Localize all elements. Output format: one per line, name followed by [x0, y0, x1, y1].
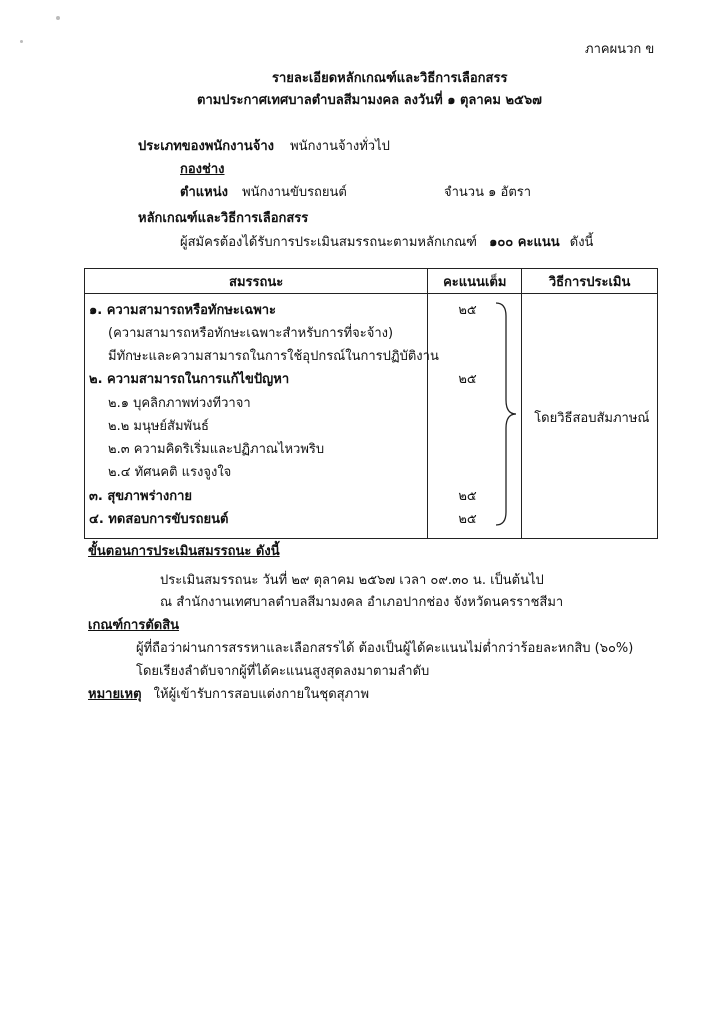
cutoff-line1: ผู้ที่ถือว่าผ่านการสรรหาและเลือกสรรได้ ต้องเป็นผู้ได้คะแนนไม่ต่ำกว่าร้อยละหกสิบ (๖๐%) [136, 641, 634, 656]
annex-label: ภาคผนวก ข [585, 42, 655, 57]
header-full-score: คะแนนเต็ม [428, 269, 522, 294]
table-row: ๔. ทดสอบการขับรถยนต์ [89, 512, 229, 527]
procedure-line2: ณ สำนักงานเทศบาลตำบลสีมามงคล อำเภอปากช่อง จังหวัดนครราชสีมา [160, 595, 564, 610]
position-label: ตำแหน่ง [180, 185, 228, 200]
table-body-row [85, 294, 658, 539]
employee-type [138, 135, 390, 156]
assessment-method: โดยวิธีสอบสัมภาษณ์ [534, 411, 650, 426]
criteria-description: ผู้สมัครต้องได้รับการประเมินสมรรถนะตามหลักเกณฑ์ [180, 235, 477, 250]
document-title-line1: รายละเอียดหลักเกณฑ์และวิธีการเลือกสรร [272, 71, 508, 86]
position-info [180, 181, 347, 202]
score-value: ๒๕ [458, 489, 477, 504]
note-text: ให้ผู้เข้ารับการสอบแต่งกายในชุดสุภาพ [153, 687, 370, 702]
document-title-line2: ตามประกาศเทศบาลตำบลสีมามงคล ลงวันที่ ๑ ตุลาคม ๒๕๖๗ [197, 93, 542, 108]
header-method: วิธีการประเมิน [522, 269, 658, 294]
position-count: จำนวน ๑ อัตรา [444, 185, 532, 200]
table-row: มีทักษะและความสามารถในการใช้อุปกรณ์ในการปฏิบัติงาน [108, 349, 439, 364]
cutoff-line2: โดยเรียงลำดับจากผู้ที่ได้คะแนนสูงสุดลงมาตามลำดับ [136, 664, 430, 679]
table-row: ๑. ความสามารถหรือทักษะเฉพาะ [89, 303, 277, 318]
score-value: ๒๕ [458, 512, 477, 527]
table-row: ๒.๑ บุคลิกภาพท่วงทีวาจา [108, 396, 251, 411]
table-row: ๒. ความสามารถในการแก้ไขปัญหา [89, 372, 290, 387]
method-cell [522, 294, 658, 539]
curly-brace [492, 300, 520, 528]
table-row: ๓. สุขภาพร่างกาย [89, 489, 193, 504]
scan-speck [20, 40, 23, 43]
procedure-line1: ประเมินสมรรถนะ วันที่ ๒๙ ตุลาคม ๒๕๖๗ เวลา ๐๙.๓๐ น. เป็นต้นไป [160, 573, 544, 588]
table-row: ๒.๓ ความคิดริเริ่มและปฏิภาณไหวพริบ [108, 442, 325, 457]
scan-speck [56, 16, 60, 20]
employee-type-value: พนักงานจ้างทั่วไป [290, 139, 390, 154]
criteria-suffix: ดังนี้ [569, 235, 594, 250]
note [88, 683, 369, 704]
position-value: พนักงานขับรถยนต์ [242, 185, 347, 200]
criteria-total-score: ๑๐๐ คะแนน [489, 235, 560, 250]
header-competency: สมรรถนะ [85, 269, 428, 294]
table-row: ๒.๒ มนุษย์สัมพันธ์ [108, 419, 209, 434]
table-header-row [85, 269, 658, 294]
competency-table [84, 268, 658, 539]
procedure-heading: ขั้นตอนการประเมินสมรรถนะ ดังนี้ [88, 544, 280, 559]
criteria-heading: หลักเกณฑ์และวิธีการเลือกสรร [138, 211, 309, 226]
score-value: ๒๕ [458, 372, 477, 387]
cutoff-heading: เกณฑ์การตัดสิน [88, 618, 180, 633]
table-row: ๒.๔ ทัศนคติ แรงจูงใจ [108, 465, 232, 480]
criteria-text [180, 231, 593, 252]
score-cell [428, 294, 522, 539]
table-row: (ความสามารถหรือทักษะเฉพาะสำหรับการที่จะจ้าง) [108, 326, 394, 341]
score-value: ๒๕ [458, 303, 477, 318]
employee-type-label: ประเภทของพนักงานจ้าง [138, 139, 274, 154]
competency-cell [85, 294, 439, 539]
division-name: กองช่าง [180, 162, 225, 177]
note-label: หมายเหตุ [88, 687, 142, 702]
